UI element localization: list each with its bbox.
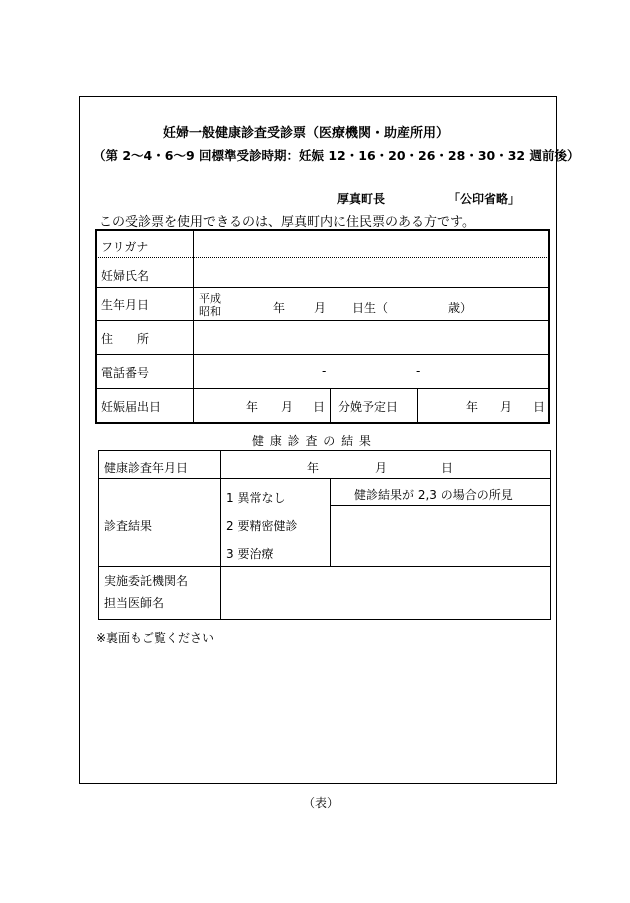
report-year: 年 (246, 400, 259, 414)
results-section-title: 健 康 診 査 の 結 果 (252, 434, 372, 448)
dob-label: 生年月日 (101, 298, 150, 312)
furigana-field[interactable] (196, 236, 546, 255)
report-month: 月 (281, 400, 294, 414)
furigana-label: フリガナ (101, 240, 149, 254)
page-side-label: （表） (303, 796, 340, 810)
phone-label: 電話番号 (101, 366, 150, 380)
dob-month: 月 (314, 301, 327, 315)
age-label: 歳） (448, 301, 473, 315)
due-month: 月 (500, 400, 513, 414)
exam-day: 日 (441, 461, 454, 475)
due-year: 年 (466, 400, 479, 414)
name-label: 妊婦氏名 (101, 269, 150, 283)
exam-date-label: 健康診査年月日 (104, 461, 189, 475)
option-treatment[interactable]: 3 要治療 (226, 547, 274, 561)
phone-dash-1: - (322, 364, 327, 378)
back-side-note: ※裏面もご覧ください (96, 631, 215, 645)
dob-year: 年 (273, 301, 286, 315)
address-field[interactable] (196, 323, 546, 352)
doctor-label: 担当医師名 (104, 596, 165, 610)
institution-field[interactable] (223, 569, 548, 617)
exam-month: 月 (375, 461, 388, 475)
exam-year: 年 (307, 461, 320, 475)
eligibility-note: この受診票を使用できるのは、厚真町内に住民票のある方です。 (99, 215, 475, 230)
findings-field[interactable] (333, 508, 548, 564)
institution-label: 実施委託機関名 (104, 574, 189, 588)
name-field[interactable] (196, 260, 546, 285)
report-day: 日 (313, 400, 326, 414)
era-showa[interactable]: 昭和 (199, 305, 221, 318)
findings-header: 健診結果が 2,3 の場合の所見 (354, 488, 513, 502)
phone-dash-2: - (416, 364, 421, 378)
form-title: 妊婦一般健康診査受診票（医療機関・助産所用） (163, 126, 450, 141)
option-normal[interactable]: 1 異常なし (226, 491, 286, 505)
option-detailed-exam[interactable]: 2 要精密健診 (226, 519, 298, 533)
seal-omitted: 「公印省略」 (448, 192, 521, 206)
address-label: 住 所 (101, 332, 150, 346)
result-label: 診査結果 (104, 519, 153, 533)
due-date-label: 分娩予定日 (338, 400, 399, 414)
issuer: 厚真町長 (337, 192, 386, 206)
dob-day: 日生（ (352, 301, 389, 315)
patient-label-divider (193, 230, 194, 394)
era-heisei[interactable]: 平成 (199, 292, 221, 305)
furigana-divider (96, 257, 549, 258)
due-day: 日 (533, 400, 546, 414)
schedule-note: （第 2～4・6～9 回標準受診時期：妊娠 12・16・20・26・28・30・32 週前後） (93, 148, 580, 163)
pregnancy-report-label: 妊娠届出日 (101, 400, 162, 414)
